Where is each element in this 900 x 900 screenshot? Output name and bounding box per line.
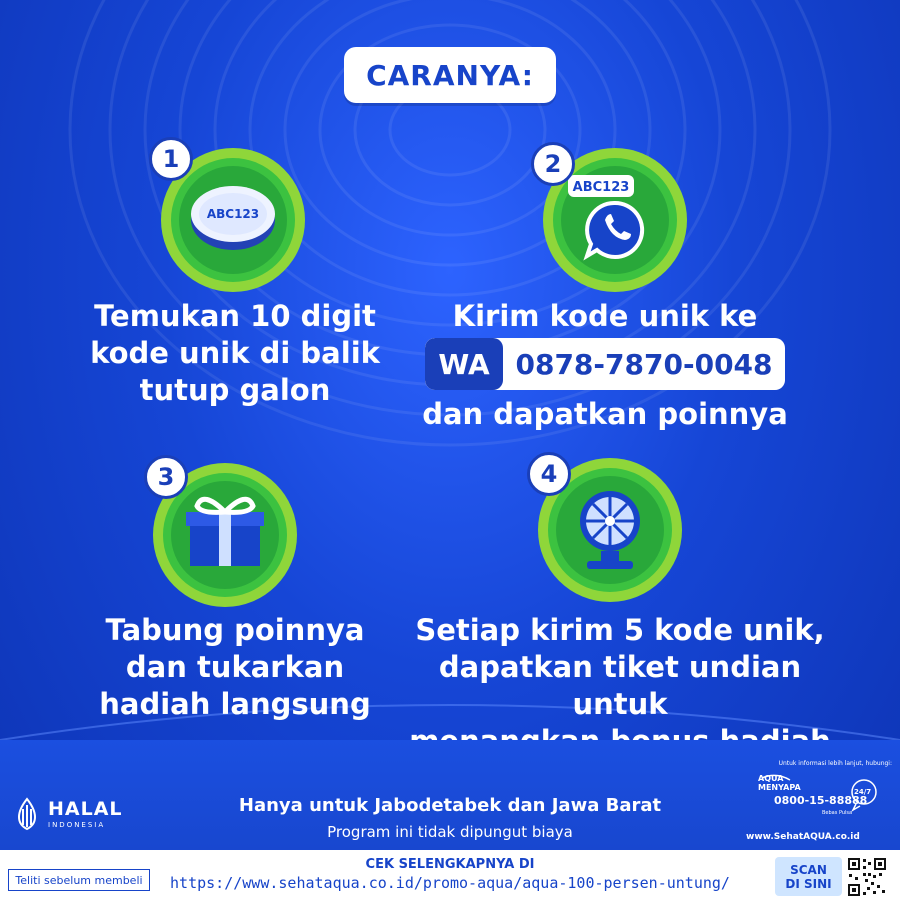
page-title: CARANYA: xyxy=(344,47,556,103)
step-3-line-1: Tabung poinnya xyxy=(105,613,365,647)
scan-line-2: DI SINI xyxy=(785,876,832,891)
cek-label: CEK SELENGKAPNYA DI xyxy=(365,857,535,872)
contact-info: Untuk informasi lebih lanjut, hubungi: xyxy=(778,760,892,767)
step-3-line-2: dan tukarkan xyxy=(125,650,345,684)
step-1-line-2: kode unik di balik xyxy=(90,336,380,370)
cap-code-text: ABC123 xyxy=(206,207,260,221)
step-3-number: 3 xyxy=(144,455,188,499)
halal-label: HALAL xyxy=(48,797,123,820)
step-4-line-1: Setiap kirim 5 kode unik, xyxy=(415,613,825,647)
scan-here-label xyxy=(775,857,842,896)
free-note: Program ini tidak dipungut biaya xyxy=(327,823,573,841)
scan-line-1: SCAN xyxy=(790,862,827,877)
wa-code-text: ABC123 xyxy=(572,180,630,195)
contact-brand: AQUA MENYAPA xyxy=(758,774,801,792)
step-1-line-3: tutup galon xyxy=(139,373,331,407)
qr-code-icon[interactable] xyxy=(847,857,887,897)
teliti-notice: Teliti sebelum membeli xyxy=(8,869,150,891)
step-1-line-1: Temukan 10 digit xyxy=(94,299,376,333)
step-4-number: 4 xyxy=(527,452,571,496)
contact-url[interactable]: www.SehatAQUA.co.id xyxy=(746,832,860,842)
step-2-line-1: Kirim kode unik ke xyxy=(452,299,758,333)
step-3-text xyxy=(60,612,410,723)
wa-number-pill[interactable] xyxy=(425,338,785,390)
contact-block xyxy=(738,760,898,846)
step-3-line-3: hadiah langsung xyxy=(99,687,371,721)
wa-number: 0878-7870-0048 xyxy=(515,347,773,381)
region-note: Hanya untuk Jabodetabek dan Jawa Barat xyxy=(238,795,662,816)
step-1-text xyxy=(60,298,410,409)
contact-247: 24/7 xyxy=(854,788,872,796)
halal-sub-label: INDONESIA xyxy=(48,820,106,829)
halal-logo-icon xyxy=(12,797,42,831)
halal-logo xyxy=(12,797,123,831)
step-4-line-2: dapatkan tiket undian untuk xyxy=(438,650,802,721)
step-1-number: 1 xyxy=(149,137,193,181)
contact-phone[interactable]: 0800-15-88888 xyxy=(774,794,868,807)
contact-bebas-pulsa: Bebas Pulsa xyxy=(822,810,853,816)
step-2-number: 2 xyxy=(531,142,575,186)
step-4-text xyxy=(400,612,840,760)
promo-url-link[interactable]: https://www.sehataqua.co.id/promo-aqua/aqua-100-persen-untung/ xyxy=(170,874,730,892)
wa-label: WA xyxy=(425,338,503,390)
step-2-line-3: dan dapatkan poinnya xyxy=(422,397,788,431)
